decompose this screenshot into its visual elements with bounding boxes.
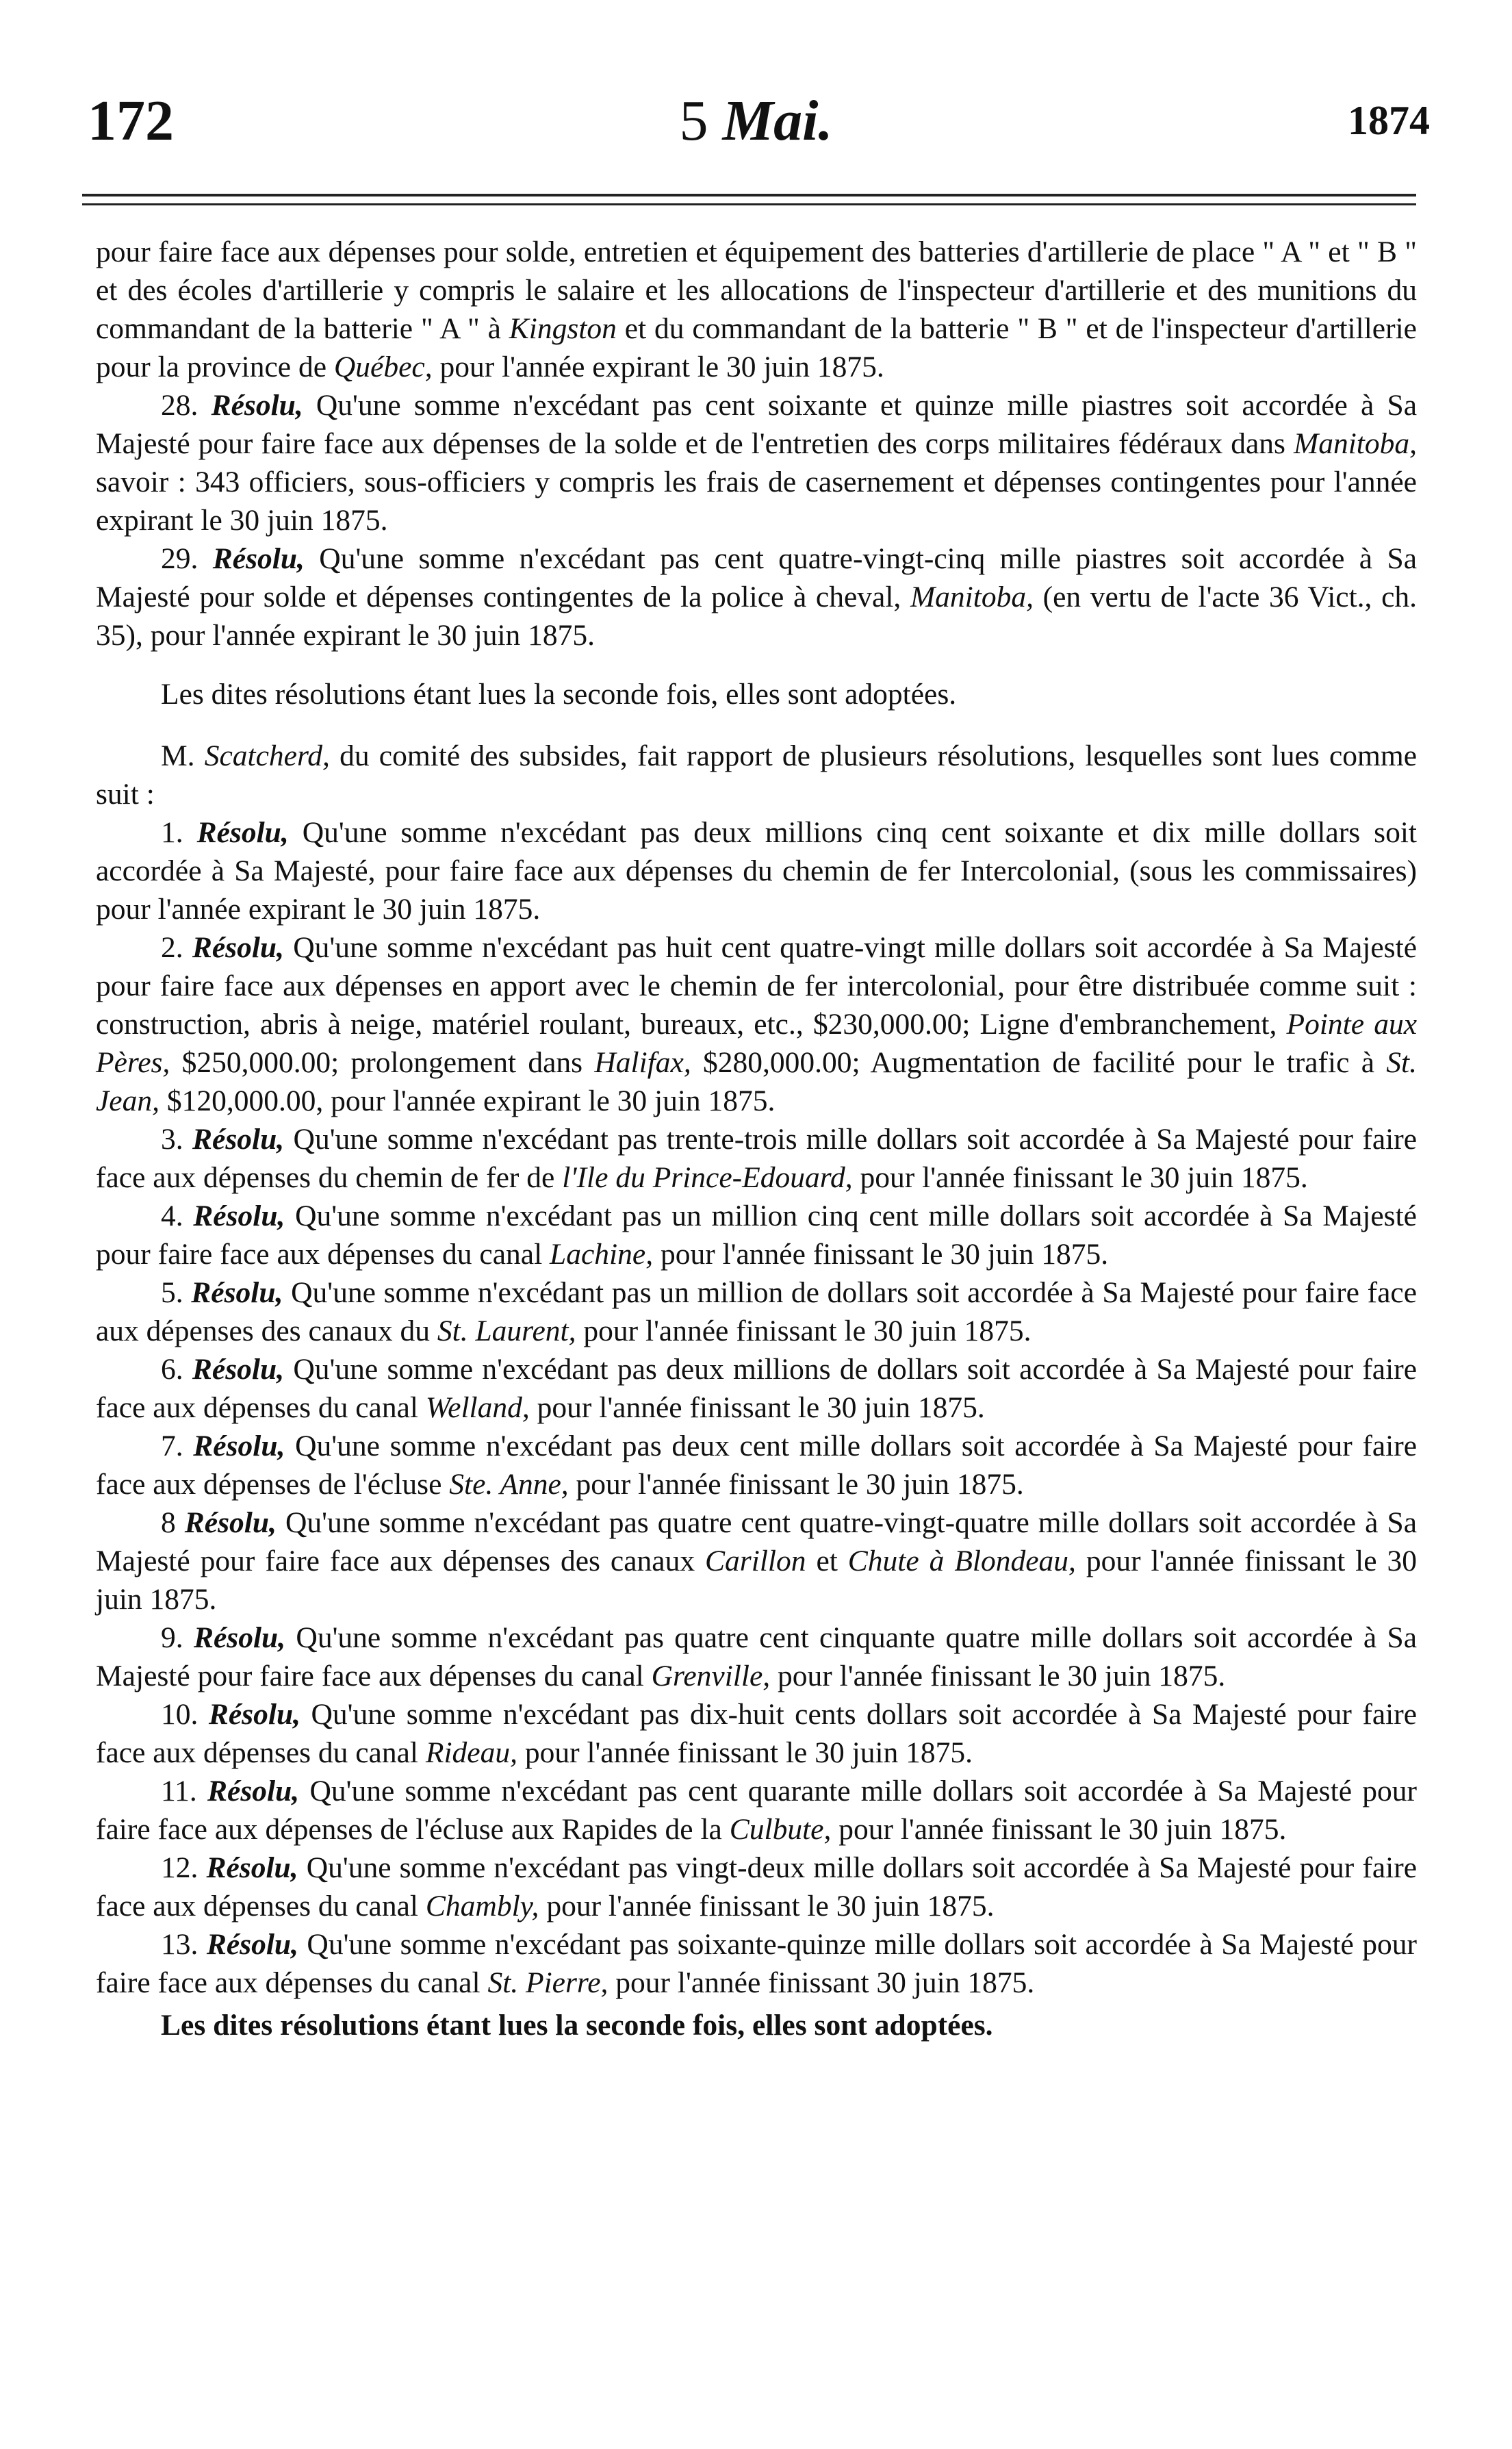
place-name: Ste. Anne, [449, 1468, 569, 1501]
place-name: St. Pierre, [487, 1966, 608, 1999]
resolution-8: 8 Résolu, Qu'une somme n'excédant pas quatre cent quatre-vingt-quatre mille dollars soit accordée à Sa Majesté pour faire face aux dépenses des canaux Carillon et Chute à Blondeau, pour l'année finissant le 30 juin 1875. [96, 1506, 1418, 1616]
place-st-jean: St. Jean, [96, 1046, 1417, 1117]
place-name: Welland, [425, 1391, 530, 1424]
resolu-label: Résolu, [208, 1698, 301, 1731]
place-name: Chambly, [425, 1890, 539, 1923]
resolu-label: Résolu, [193, 1430, 285, 1462]
resolution-11: 11. Résolu, Qu'une somme n'excédant pas cent quarante mille dollars soit accordée à Sa Majesté pour faire face aux dépenses de l'écluse aux Rapides de la Culbute, pour l'année finissant le 30 juin 1875. [96, 1775, 1417, 1846]
place-name: Chute à Blondeau, [847, 1545, 1076, 1577]
page-date-title [82, 88, 1430, 154]
place-name: St. Laurent, [437, 1315, 576, 1347]
resolution-1: 1. Résolu, Qu'une somme n'excédant pas deux millions cinq cent soixante et dix mille dollars soit accordée à Sa Majesté, pour faire face aux dépenses du chemin de fer Intercolonial, (sous les commissaires) pour l'année expirant le 30 juin 1875. [96, 816, 1417, 926]
resolution-number: 12. [161, 1851, 198, 1884]
resolution-6: 6. Résolu, Qu'une somme n'excédant pas deux millions de dollars soit accordée à Sa Majesté pour faire face aux dépenses du canal Welland, pour l'année finissant le 30 juin 1875. [96, 1353, 1417, 1424]
resolution-12: 12. Résolu, Qu'une somme n'excédant pas vingt-deux mille dollars soit accordée à Sa Majesté pour faire face aux dépenses du canal Chambly, pour l'année finissant le 30 juin 1875. [96, 1851, 1418, 1923]
page-year: 1874 [1348, 98, 1430, 143]
resolution-29: 29. Résolu, Qu'une somme n'excédant pas cent quatre-vingt-cinq mille piastres soit accordée à Sa Majesté pour solde et dépenses contingentes de la police à cheval, Manitoba, (en vertu de l'acte 36 Vict., ch. 35), pour l'année expirant le 30 juin 1875. [96, 542, 1418, 652]
resolu-label: Résolu, [207, 1775, 300, 1807]
resolu-label: Résolu, [211, 389, 303, 422]
place-name: l'Ile du Prince-Edouard, [562, 1161, 853, 1194]
resolution-number: 7. [161, 1430, 183, 1462]
resolu-label: Résolu, [193, 1200, 285, 1232]
place-name: Carillon [705, 1545, 806, 1577]
place-quebec: Québec, [333, 351, 433, 383]
resolution-number: 10. [161, 1698, 198, 1731]
resolu-label: Résolu, [206, 1851, 298, 1884]
place-halifax: Halifax, [594, 1046, 691, 1079]
page-header [82, 82, 1430, 157]
date-month: Mai. [722, 89, 833, 153]
resolu-label: Résolu, [196, 816, 289, 849]
header-rule-top [82, 194, 1416, 196]
resolution-number: 28. [161, 389, 198, 422]
resolution-number: 11. [161, 1775, 197, 1807]
resolution-number: 8 [161, 1506, 176, 1539]
place-name: Rideau, [425, 1736, 517, 1769]
resolution-5: 5. Résolu, Qu'une somme n'excédant pas un million de dollars soit accordée à Sa Majesté pour faire face aux dépenses des canaux du St. Laurent, pour l'année finissant le 30 juin 1875. [96, 1276, 1418, 1347]
resolution-number: 1. [161, 816, 183, 849]
committee-report: M. Scatcherd, du comité des subsides, fait rapport de plusieurs résolutions, lesquelles sont lues comme suit : [96, 739, 1417, 811]
resolu-label: Résolu, [193, 1621, 286, 1654]
date-day: 5 [679, 89, 708, 153]
resolution-number: 6. [161, 1353, 183, 1386]
adoption-statement: Les dites résolutions étant lues la seconde fois, elles sont adoptées. [161, 678, 957, 711]
resolution-10: 10. Résolu, Qu'une somme n'excédant pas dix-huit cents dollars soit accordée à Sa Majesté pour faire face aux dépenses du canal Rideau, pour l'année finissant le 30 juin 1875. [96, 1698, 1418, 1769]
resolu-label: Résolu, [192, 1123, 285, 1156]
place-manitoba: Manitoba, [1293, 427, 1417, 460]
place-name: Grenville, [651, 1660, 771, 1692]
place-manitoba: Manitoba, [910, 581, 1034, 613]
resolution-3: 3. Résolu, Qu'une somme n'excédant pas trente-trois mille dollars soit accordée à Sa Majesté pour faire face aux dépenses du chemin de fer de l'Ile du Prince-Edouard, pour l'année finissant le 30 juin 1875. [96, 1123, 1418, 1194]
resolution-4: 4. Résolu, Qu'une somme n'excédant pas un million cinq cent mille dollars soit accordée à Sa Majesté pour faire face aux dépenses du canal Lachine, pour l'année finissant le 30 juin 1875. [96, 1200, 1417, 1271]
place-pointe-aux-peres: Pointe aux Pères, [96, 1008, 1417, 1079]
continuation-paragraph: pour faire face aux dépenses pour solde, entretien et équipement des batteries d'artillerie de place " A " et " B " et des écoles d'artillerie y compris le salaire et les allocations de l'inspecteur d'artillerie et des munitions du commandant de la batterie " A " à Kingston et du commandant de la batterie " B " et de l'inspecteur d'artillerie pour la province de Québec, pour l'année expirant le 30 juin 1875. [96, 236, 1417, 383]
adoption-statement-final: Les dites résolutions étant lues la seconde fois, elles sont adoptées. [161, 2009, 993, 2042]
resolution-7: 7. Résolu, Qu'une somme n'excédant pas deux cent mille dollars soit accordée à Sa Majesté pour faire face aux dépenses de l'écluse Ste. Anne, pour l'année finissant le 30 juin 1875. [96, 1430, 1418, 1501]
place-name: Lachine, [550, 1238, 654, 1271]
resolu-label: Résolu, [192, 1353, 285, 1386]
header-rule-bottom [82, 203, 1416, 205]
resolution-number: 5. [161, 1276, 183, 1309]
resolution-2: 2. Résolu, Qu'une somme n'excédant pas huit cent quatre-vingt mille dollars soit accordée à Sa Majesté pour faire face aux dépenses en apport avec le chemin de fer intercolonial, pour être distribuée comme suit : construction, abris à neige, matériel roulant, bureaux, etc., $230,000.00; Ligne d'embranchement, Pointe aux Pères, $250,000.00; prolongement dans Halifax, $280,000.00; Augmentation de facilité pour le trafic à St. Jean, $120,000.00, pour l'année expirant le 30 juin 1875. [96, 931, 1417, 1117]
resolution-number: 29. [161, 542, 198, 575]
resolu-label: Résolu, [191, 1276, 283, 1309]
member-name: Scatcherd, [204, 739, 330, 772]
place-name: Culbute, [729, 1813, 832, 1846]
resolution-13: 13. Résolu, Qu'une somme n'excédant pas soixante-quinze mille dollars soit accordée à Sa Majesté pour faire face aux dépenses du canal St. Pierre, pour l'année finissant 30 juin 1875. [96, 1928, 1417, 1999]
place-kingston: Kingston [509, 312, 617, 345]
resolution-number: 9. [161, 1621, 183, 1654]
resolution-number: 2. [161, 931, 183, 964]
resolu-label: Résolu, [192, 931, 284, 964]
resolution-9: 9. Résolu, Qu'une somme n'excédant pas quatre cent cinquante quatre mille dollars soit accordée à Sa Majesté pour faire face aux dépenses du canal Grenville, pour l'année finissant le 30 juin 1875. [96, 1621, 1418, 1692]
resolution-28: 28. Résolu, Qu'une somme n'excédant pas cent soixante et quinze mille piastres soit accordée à Sa Majesté pour faire face aux dépenses de la solde et de l'entretien des corps militaires fédéraux dans Manitoba, savoir : 343 officiers, sous-officiers y compris les frais de casernement et dépenses contingentes pour l'année expirant le 30 juin 1875. [96, 389, 1418, 537]
page-body [96, 233, 1417, 2044]
resolu-label: Résolu, [212, 542, 305, 575]
resolu-label: Résolu, [206, 1928, 298, 1961]
resolution-number: 3. [161, 1123, 183, 1156]
resolution-number: 4. [161, 1200, 183, 1232]
page-number: 172 [88, 89, 174, 153]
resolu-label: Résolu, [184, 1506, 277, 1539]
resolution-number: 13. [161, 1928, 198, 1961]
